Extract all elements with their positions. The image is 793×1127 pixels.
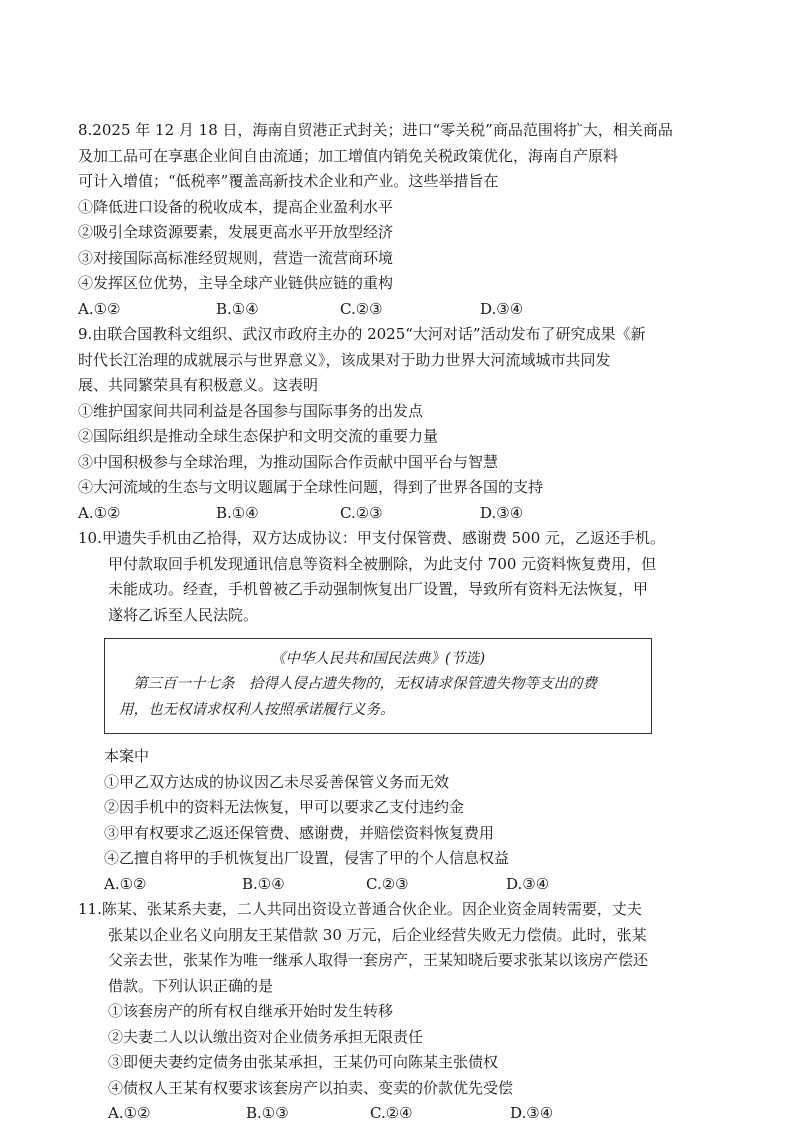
question-11-stem xyxy=(78,897,698,999)
stem-line: 10.甲遗失手机由乙拾得，双方达成协议：甲支付保管费、感谢费 500 元，乙返还手机。 xyxy=(78,529,666,547)
choice-a[interactable]: A.①② xyxy=(78,503,121,522)
option-2: ②吸引全球资源要素，发展更高水平开放型经济 xyxy=(78,223,394,241)
excerpt-line: 用，也无权请求权利人按照承诺履行义务。 xyxy=(119,702,395,718)
stem-line: 8.2025 年 12 月 18 日，海南自贸港正式封关；进口“零关税”商品范围将扩大，相关商品 xyxy=(78,121,673,139)
option-3: ③即便夫妻约定债务由张某承担，王某仍可向陈某主张债权 xyxy=(108,1053,499,1071)
stem-line: 可计入增值；“低税率”覆盖高新技术企业和产业。这些举措旨在 xyxy=(78,172,499,190)
option-4: ④发挥区位优势，主导全球产业链供应链的重构 xyxy=(78,274,394,292)
excerpt-title: 《中华人民共和国民法典》(节选) xyxy=(270,651,486,667)
choice-c[interactable]: C.②③ xyxy=(366,874,409,893)
answer-choices xyxy=(78,297,698,323)
option-4: ④债权人王某有权要求该套房产以拍卖、变卖的价款优先受偿 xyxy=(108,1078,514,1097)
option-2: ②国际组织是推动全球生态保护和文明交流的重要力量 xyxy=(78,427,439,445)
choice-c[interactable]: C.②④ xyxy=(370,1104,413,1122)
choice-b[interactable]: B.①③ xyxy=(246,1104,289,1122)
stem-line: 未能成功。经查，手机曾被乙手动强制恢复出厂设置，导致所有资料无法恢复，甲 xyxy=(108,580,649,598)
option-1: ①降低进口设备的税收成本，提高企业盈利水平 xyxy=(78,197,394,216)
choice-b[interactable]: B.①④ xyxy=(216,503,259,522)
option-1: ①该套房产的所有权自继承开始时发生转移 xyxy=(108,1002,394,1020)
stem-line: 甲付款取回手机发现通讯信息等资料全被删除，为此支付 700 元资料恢复费用，但 xyxy=(108,554,657,573)
option-3: ③甲有权要求乙返还保管费、感谢费，并赔偿资料恢复费用 xyxy=(104,823,495,842)
choice-d[interactable]: D.③④ xyxy=(506,874,550,893)
stem-line: 11.陈某、张某系夫妻，二人共同出资设立普通合伙企业。因企业资金周转需要，丈夫 xyxy=(78,900,642,918)
choice-c[interactable]: C.②③ xyxy=(340,503,383,522)
question-8 xyxy=(78,118,698,322)
choice-a[interactable]: A.①② xyxy=(104,874,147,893)
question-9-stem xyxy=(78,322,698,399)
stem-line: 及加工品可在享惠企业间自由流通；加工增值内销免关税政策优化，海南自产原料 xyxy=(78,146,619,165)
answer-choices xyxy=(78,501,698,527)
choice-d[interactable]: D.③④ xyxy=(510,1104,554,1122)
question-10 xyxy=(78,526,698,628)
choice-a[interactable]: A.①② xyxy=(78,299,121,318)
option-3: ③对接国际高标准经贸规则，营造一流营商环境 xyxy=(78,248,394,267)
stem-line: 张某以企业名义向朋友王某借款 30 万元，后企业经营失败无力偿债。此时，张某 xyxy=(108,925,647,944)
option-1: ①甲乙双方达成的协议因乙未尽妥善保管义务而无效 xyxy=(104,772,450,791)
choice-b[interactable]: B.①④ xyxy=(242,874,285,893)
stem-line: 借款。下列认识正确的是 xyxy=(108,976,274,995)
choice-b[interactable]: B.①④ xyxy=(216,299,259,318)
question-9 xyxy=(78,322,698,526)
stem-line: 遂将乙诉至人民法院。 xyxy=(108,605,259,624)
civil-code-excerpt-box xyxy=(104,638,652,734)
choice-d[interactable]: D.③④ xyxy=(480,299,524,318)
option-4: ④乙擅自将甲的手机恢复出厂设置，侵害了甲的个人信息权益 xyxy=(104,849,510,867)
stem-line: 时代长江治理的成就展示与世界意义》，该成果对于助力世界大河流域城市共同发 xyxy=(78,350,611,369)
stem-line: 9.由联合国教科文组织、武汉市政府主办的 2025“大河对话”活动发布了研究成果《新 xyxy=(78,325,646,343)
choice-c[interactable]: C.②③ xyxy=(340,299,383,318)
choice-a[interactable]: A.①② xyxy=(108,1104,151,1122)
choice-d[interactable]: D.③④ xyxy=(480,503,524,522)
option-3: ③中国积极参与全球治理，为推动国际合作贡献中国平台与智慧 xyxy=(78,452,499,471)
question-8-stem xyxy=(78,118,698,195)
stem-line: 父亲去世，张某作为唯一继承人取得一套房产，王某知晓后要求张某以该房产偿还 xyxy=(108,951,649,969)
option-4: ④大河流域的生态与文明议题属于全球性问题，得到了世界各国的支持 xyxy=(78,478,544,496)
question-11 xyxy=(78,897,698,1127)
option-1: ①维护国家间共同利益是各国参与国际事务的出发点 xyxy=(78,401,424,420)
question-10-stem xyxy=(78,526,698,628)
case-label: 本案中 xyxy=(104,747,150,765)
option-2: ②因手机中的资料无法恢复，甲可以要求乙支付违约金 xyxy=(104,798,465,816)
option-2: ②夫妻二人以认缴出资对企业债务承担无限责任 xyxy=(108,1027,424,1046)
excerpt-line: 第三百一十七条 拾得人侵占遗失物的，无权请求保管遗失物等支出的费 xyxy=(133,676,597,692)
question-10-options xyxy=(104,744,704,897)
answer-choices xyxy=(104,872,704,898)
stem-line: 展、共同繁荣具有积极意义。这表明 xyxy=(78,376,319,394)
